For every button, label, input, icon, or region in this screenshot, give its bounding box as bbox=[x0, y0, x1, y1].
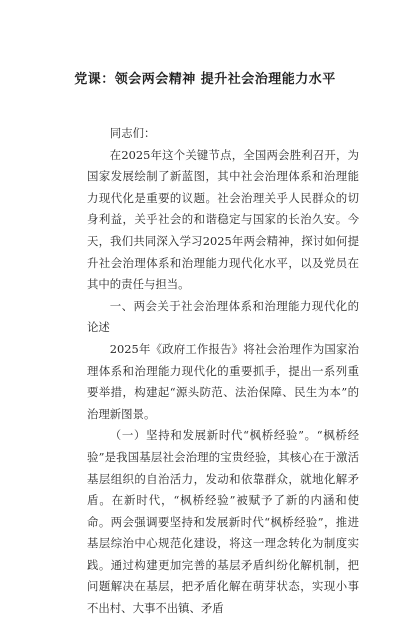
document-body bbox=[87, 123, 359, 620]
paragraph-intro: 在2025年这个关键节点，全国两会胜利召开，为国家发展绘制了新蓝图，其中社会治理体系和治理能力现代化是重要的议题。社会治理关乎人民群众的切身利益，关乎社会的和谐稳定与国家的长治久安。今天，我们共同深入学习2025年两会精神，探讨如何提升社会治理体系和治理能力现代化水平，以及党员在其中的责任与担当。 bbox=[87, 147, 359, 292]
document-title: 党课：领会两会精神 提升社会治理能力水平 bbox=[74, 72, 336, 87]
section-heading-1: 一、两会关于社会治理体系和治理能力现代化的论述 bbox=[87, 298, 359, 335]
paragraph-report: 2025年《政府工作报告》将社会治理作为国家治理体系和治理能力现代化的重要抓手，提出一系列重要举措，构建起“源头防范、法治保障、民生为本”的治理新图景。 bbox=[87, 341, 359, 421]
salutation: 同志们： bbox=[109, 126, 156, 140]
paragraph-fengqiao: （一）坚持和发展新时代“枫桥经验”。“枫桥经验”是我国基层社会治理的宝贵经验，其核心在于激活基层组织的自治活力，发动和依靠群众，就地化解矛盾。在新时代，“枫桥经验”被赋予了新的内涵和使命。两会强调要坚持和发展新时代“枫桥经验”，推进基层综治中心规范化建设，将这一理念转化为制度实践。通过构建更加完善的基层矛盾纠纷化解机制，把问题解决在基层，把矛盾化解在萌芽状态，实现小事不出村、大事不出镇、矛盾 bbox=[87, 428, 359, 616]
